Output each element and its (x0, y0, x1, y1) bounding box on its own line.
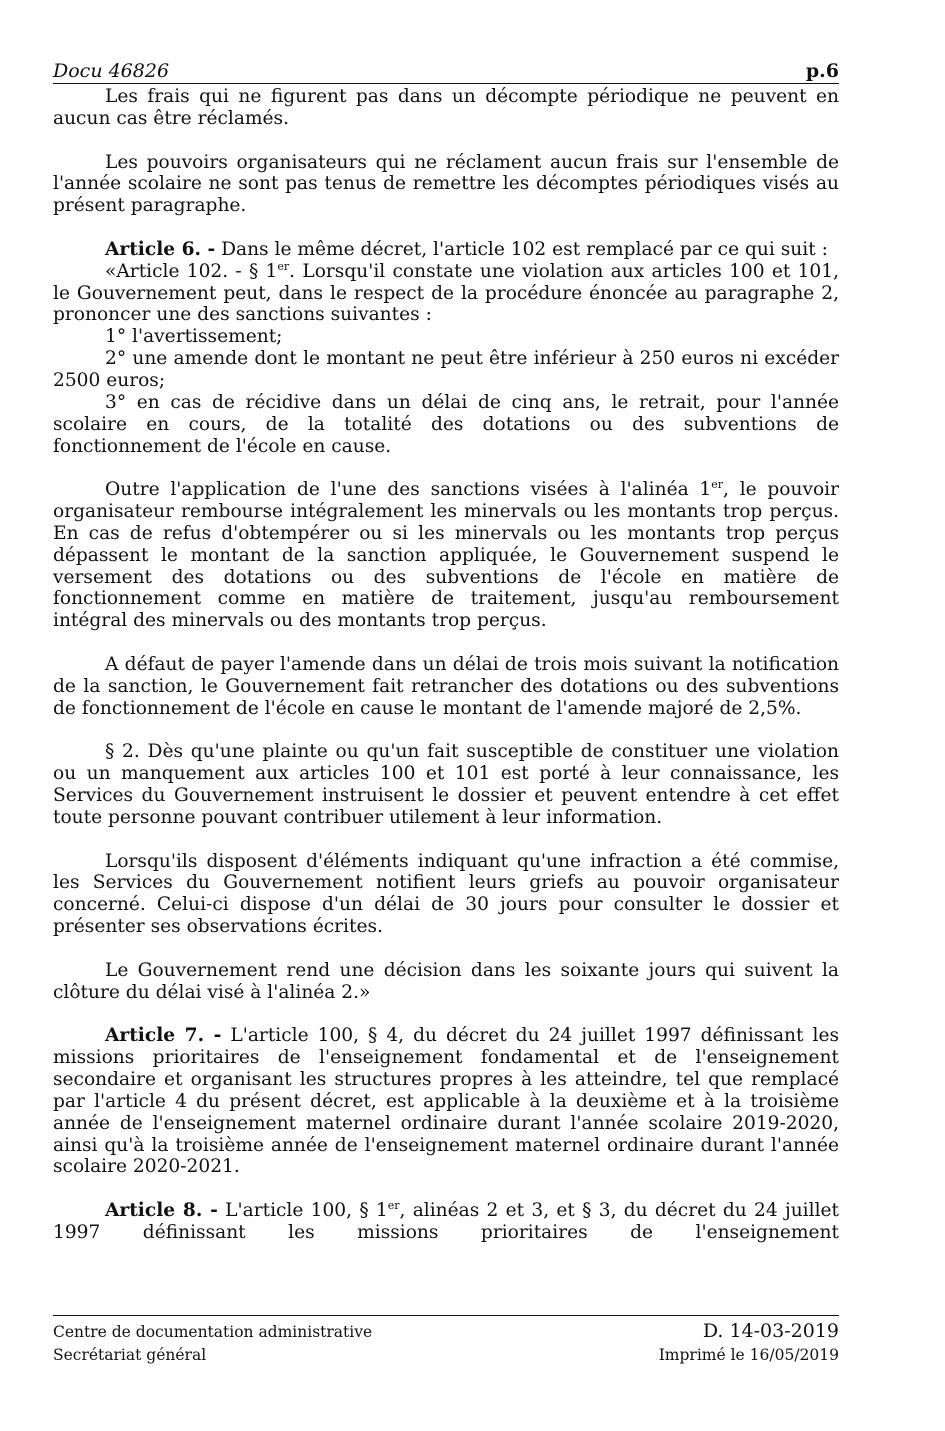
page-header (53, 60, 839, 84)
sanction-item-3: 3° en cas de récidive dans un délai de cinq ans, le retrait, pour l'année scolaire en cours, de la totalité des dotations ou des subventions de fonctionnement de l'école en cause. (53, 391, 839, 457)
paragraph-frais: Les frais qui ne figurent pas dans un décompte périodique ne peuvent en aucun cas être réclamés. (53, 86, 839, 129)
article-102-text-b: . Lorsqu'il constate une violation aux articles 100 et 101, le Gouvernement peut, dans le respect de la procédure énoncée au paragraphe 2, prononcer une des sanctions suivantes : (53, 260, 839, 326)
article-8-label: Article 8. - (105, 1200, 218, 1222)
paragraph-section-2: § 2. Dès qu'une plainte ou qu'un fait susceptible de constituer une violation ou un manquement aux articles 100 et 101 est porté à leur connaissance, les Services du Gouvernement instruisent le dossier et peuvent entendre à cet effet toute personne pouvant contribuer utilement à leur information. (53, 741, 839, 828)
article-6-label: Article 6. - (105, 238, 216, 260)
article-7 (53, 1025, 839, 1178)
article-6-text: Dans le même décret, l'article 102 est remplacé par ce qui suit : (215, 238, 828, 260)
footer-document-date: D. 14-03-2019 (702, 1320, 839, 1342)
paragraph-outre (53, 479, 839, 632)
article-102-text-a: «Article 102. - § 1 (105, 260, 278, 282)
article-102-intro (53, 261, 839, 327)
footer-department: Secrétariat général (53, 1346, 207, 1364)
outre-text-b: , le pouvoir organisateur rembourse intégralement les minervals ou les montants trop perçus. En cas de refus d'obtempérer ou si les minervals ou les montants trop perçus dépassent le montant de la sanction appliquée, le Gouvernement suspend le versement des dotations ou des subventions de l'école en matière de fonctionnement comme en matière de traitement, jusqu'au remboursement intégral des minervals ou des montants trop perçus. (53, 479, 839, 632)
superscript-er: er (387, 1199, 400, 1213)
article-6 (53, 239, 839, 261)
document-body (53, 86, 839, 1244)
paragraph-pouvoirs: Les pouvoirs organisateurs qui ne réclament aucun frais sur l'ensemble de l'année scolaire ne sont pas tenus de remettre les décomptes périodiques visés au présent paragraphe. (53, 151, 839, 217)
superscript-er: er (711, 478, 724, 492)
paragraph-gouvernement: Le Gouvernement rend une décision dans les soixante jours qui suivent la clôture du délai visé à l'alinéa 2.» (53, 959, 839, 1003)
footer-print-date: Imprimé le 16/05/2019 (658, 1346, 839, 1364)
outre-text-a: Outre l'application de l'une des sanctions visées à l'alinéa 1 (105, 479, 712, 501)
footer-organization: Centre de documentation administrative (53, 1323, 373, 1341)
article-8-text-b: , alinéas 2 et 3, et § 3, du décret du 24 juillet 1997 définissant les missions prioritaires de l'enseignement (53, 1200, 839, 1243)
page-footer (53, 1315, 839, 1366)
article-7-text: L'article 100, § 4, du décret du 24 juillet 1997 définissant les missions prioritaires de l'enseignement fondamental et de l'enseignement secondaire et organisant les structures propres à les atteindre, tel que remplacé par l'article 4 du présent décret, est applicable à la deuxième et à la troisième année de l'enseignement maternel ordinaire durant l'année scolaire 2019-2020, ainsi qu'à la troisième année de l'enseignement maternel ordinaire durant l'année scolaire 2020-2021. (53, 1025, 839, 1178)
paragraph-defaut: A défaut de payer l'amende dans un délai de trois mois suivant la notification de la sanction, le Gouvernement fait retrancher des dotations ou des subventions de fonctionnement de l'école en cause le montant de l'amende majoré de 2,5%. (53, 653, 839, 719)
document-id: Docu 46826 (53, 60, 170, 82)
superscript-er: er (277, 259, 290, 273)
paragraph-lorsquils: Lorsqu'ils disposent d'éléments indiquant qu'une infraction a été commise, les Services du Gouvernement notifient leurs griefs au pouvoir organisateur concerné. Celui-ci dispose d'un délai de 30 jours pour consulter le dossier et présenter ses observations écrites. (53, 850, 839, 938)
article-8-text-a: L'article 100, § 1 (217, 1200, 388, 1222)
footer-row-1 (53, 1320, 839, 1344)
footer-row-2 (53, 1344, 839, 1366)
article-7-label: Article 7. - (105, 1025, 222, 1047)
sanction-item-2: 2° une amende dont le montant ne peut être inférieur à 250 euros ni excéder 2500 euros; (53, 348, 839, 391)
article-8 (53, 1200, 839, 1244)
page-number: p.6 (805, 60, 839, 82)
sanction-item-1: 1° l'avertissement; (105, 326, 283, 348)
